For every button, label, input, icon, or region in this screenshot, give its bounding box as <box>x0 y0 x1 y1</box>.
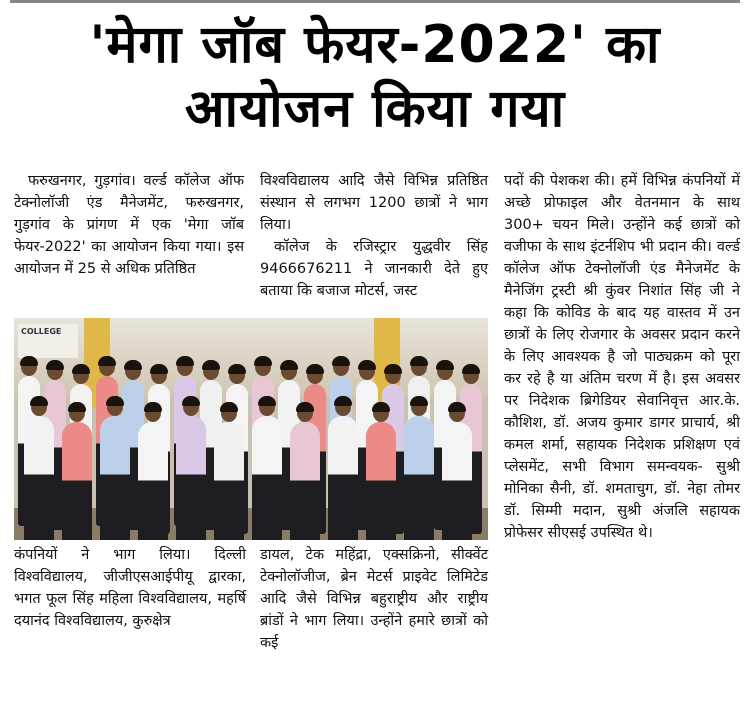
student-hair <box>20 356 38 366</box>
student-hair <box>462 364 480 374</box>
top-page-strip <box>0 0 750 10</box>
student-hair <box>436 360 454 370</box>
student-figure <box>328 416 358 540</box>
student-hair <box>258 396 276 406</box>
column-2-top-text <box>260 170 488 302</box>
student-hair <box>150 364 168 374</box>
paragraph: कंपनियों ने भाग लिया। दिल्ली विश्वविद्यालय, जीजीएसआईपीयू द्वारका, भगत फूल सिंह महिला विश्वविद्यालय, महर्षि दयानंद विश्वविद्यालय, कुरुक्षेत्र <box>14 547 246 629</box>
column-2-bottom-text <box>260 544 488 654</box>
student-hair <box>46 360 64 370</box>
student-figure <box>100 416 130 540</box>
student-hair <box>30 396 48 406</box>
student-hair <box>372 402 390 412</box>
student-hair <box>332 356 350 366</box>
student-figure <box>404 416 434 540</box>
column-1-top-text <box>14 170 244 280</box>
group-photo <box>14 318 488 540</box>
student-hair <box>106 396 124 406</box>
student-figure <box>176 416 206 540</box>
student-hair <box>306 364 324 374</box>
student-hair <box>176 356 194 366</box>
student-hair <box>124 360 142 370</box>
student-figure <box>442 422 472 540</box>
student-hair <box>202 360 220 370</box>
headline <box>0 12 750 140</box>
student-figure <box>214 422 244 540</box>
column-1-bottom-text <box>14 544 246 632</box>
paragraph: फरुखनगर, गुड़गांव। वर्ल्ड कॉलेज ऑफ टेक्नोलॉजी एंड मैनेजमेंट, फरुखनगर, गुड़गांव के प्रांगण में एक 'मेगा जॉब फेयर-2022' का आयोजन किया गया। इस आयोजन में 25 से अधिक प्रतिष्ठित <box>14 173 244 277</box>
headline-line-1: 'मेगा जॉब फेयर-2022' का <box>89 15 661 75</box>
student-hair <box>448 402 466 412</box>
student-hair <box>296 402 314 412</box>
student-hair <box>358 360 376 370</box>
student-figure <box>366 422 396 540</box>
student-hair <box>182 396 200 406</box>
paragraph: डायल, टेक महिंद्रा, एक्सक्रिनो, सीक्वेंट टेक्नोलॉजीज, ब्रेन मेटर्स प्राइवेट लिमिटेड आदि जैसे विभिन्न बहुराष्ट्रीय और राष्ट्रीय ब्रांडों ने भाग लिया। उन्होंने हमारे छात्रों को कई <box>260 547 488 651</box>
student-hair <box>384 364 402 374</box>
student-hair <box>144 402 162 412</box>
paragraph: विश्वविद्यालय आदि जैसे विभिन्न प्रतिष्ठित संस्थान से लगभग 1200 छात्रों ने भाग लिया। <box>260 173 488 233</box>
headline-line-2: आयोजन किया गया <box>184 79 566 139</box>
student-hair <box>254 356 272 366</box>
student-hair <box>98 356 116 366</box>
paragraph: पदों की पेशकश की। हमें विभिन्न कंपनियों में अच्छे प्रोफाइल और वेतनमान के साथ 300+ चयन मिले। उन्होंने कई छात्रों को वजीफा के साथ इंटर्नशिप भी प्रदान की। वर्ल्ड कॉलेज ऑफ टेक्नोलॉजी एंड मैनेजमेंट के मैनेजिंग ट्रस्टी श्री कुंवर निशांत सिंह जी ने कहा कि कोविड के बाद यह वास्तव में उन छात्रों के लिए रोजगार के अवसर प्रदान करने के लिए आवश्यक है जो पाठ्यक्रम को पूरा कर रहे है या अंतिम चरण में है। इस अवसर पर निदेशक ब्रिगेडियर सेवानिवृत्त आर.के. कौशिश, डॉ. अजय कुमार डागर प्राचार्य, श्री कमल शर्मा, सहायक निदेशक प्रशिक्षण एवं प्लेसमेंट, सभी विभाग समन्वयक- सुश्री मोनिका सैनी, डॉ. शमताचुग, डॉ. नेहा तोमर डॉ. सिम्मी मदान, सुश्री अंजलि सहायक प्रोफेसर सीएसई उपस्थित थे। <box>504 173 740 541</box>
column-3-text <box>504 170 740 544</box>
student-figure <box>138 422 168 540</box>
student-hair <box>410 396 428 406</box>
student-hair <box>334 396 352 406</box>
student-figure <box>252 416 282 540</box>
student-figure <box>62 422 92 540</box>
student-hair <box>280 360 298 370</box>
college-banner: COLLEGE <box>18 324 78 358</box>
paragraph: कॉलेज के रजिस्ट्रार युद्धवीर सिंह 9466676211 ने जानकारी देते हुए बताया कि बजाज मोटर्स, जस्ट <box>260 239 488 299</box>
student-hair <box>410 356 428 366</box>
student-hair <box>228 364 246 374</box>
student-hair <box>72 364 90 374</box>
student-figure <box>290 422 320 540</box>
student-hair <box>220 402 238 412</box>
student-hair <box>68 402 86 412</box>
student-figure <box>24 416 54 540</box>
